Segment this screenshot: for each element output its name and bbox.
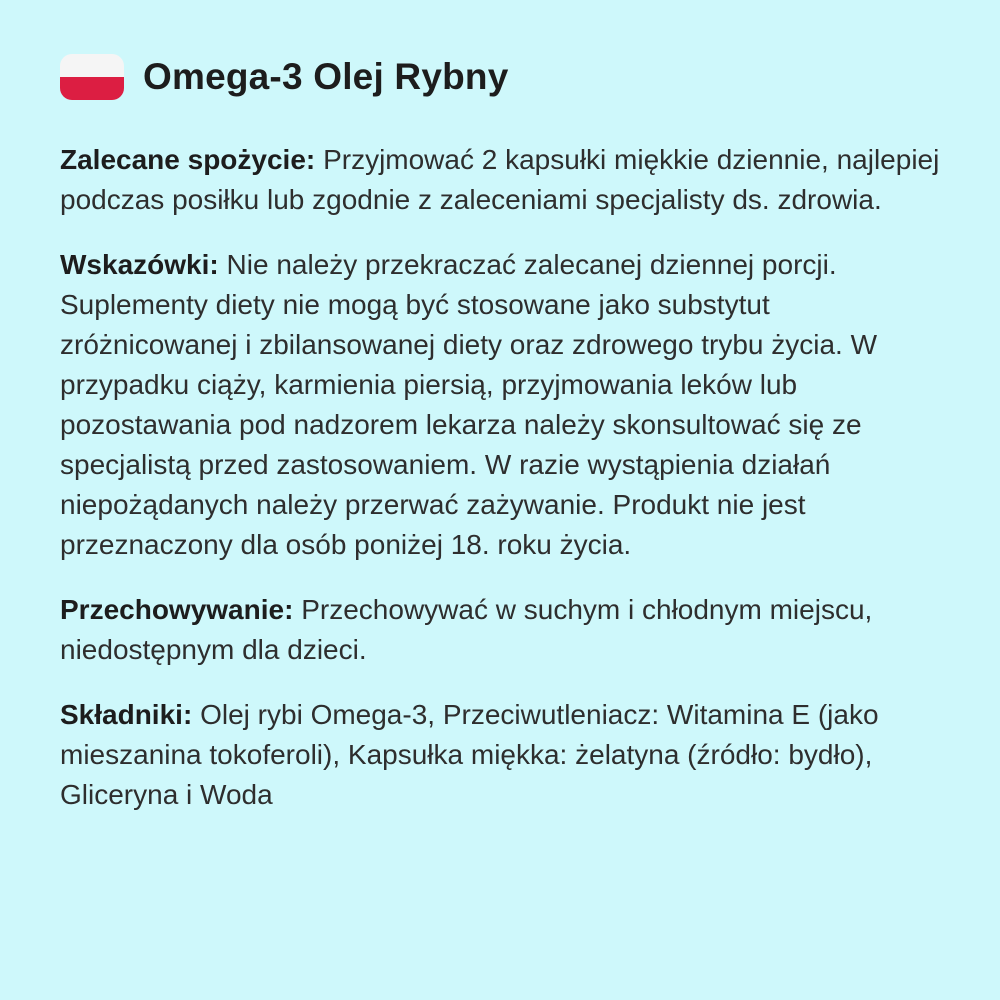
section-text: Nie należy przekraczać zalecanej dziennej porcji. Suplementy diety nie mogą być stosowane jako substytut zróżnicowanej i zbilansowanej diety oraz zdrowego trybu życia. W przypadku ciąży, karmienia piersią, przyjmowania leków lub pozostawania pod nadzorem lekarza należy skonsultować się ze specjalistą przed zastosowaniem. W razie wystąpienia działań niepożądanych należy przerwać zażywanie. Produkt nie jest przeznaczony dla osób poniżej 18. roku życia. (60, 249, 878, 560)
poland-flag-white-stripe (60, 54, 124, 77)
section-storage (60, 590, 942, 670)
poland-flag-red-stripe (60, 77, 124, 100)
section-label: Przechowywanie: (60, 594, 294, 625)
section-text: Przyjmować 2 kapsułki miękkie dziennie, najlepiej podczas posiłku lub zgodnie z zaleceniami specjalisty ds. zdrowia. (60, 144, 940, 215)
section-label: Wskazówki: (60, 249, 219, 280)
section-ingredients (60, 695, 942, 815)
product-title: Omega-3 Olej Rybny (143, 55, 509, 97)
section-label: Zalecane spożycie: (60, 144, 316, 175)
section-guidelines (60, 245, 942, 565)
section-text: Przechowywać w suchym i chłodnym miejscu, niedostępnym dla dzieci. (60, 594, 873, 665)
section-label: Składniki: (60, 699, 193, 730)
section-recommended-intake (60, 140, 942, 220)
poland-flag-icon (60, 54, 124, 100)
label-header (60, 54, 942, 100)
section-text: Olej rybi Omega-3, Przeciwutleniacz: Witamina E (jako mieszanina tokoferoli), Kapsułka miękka: żelatyna (źródło: bydło), Gliceryna i Woda (60, 699, 879, 810)
